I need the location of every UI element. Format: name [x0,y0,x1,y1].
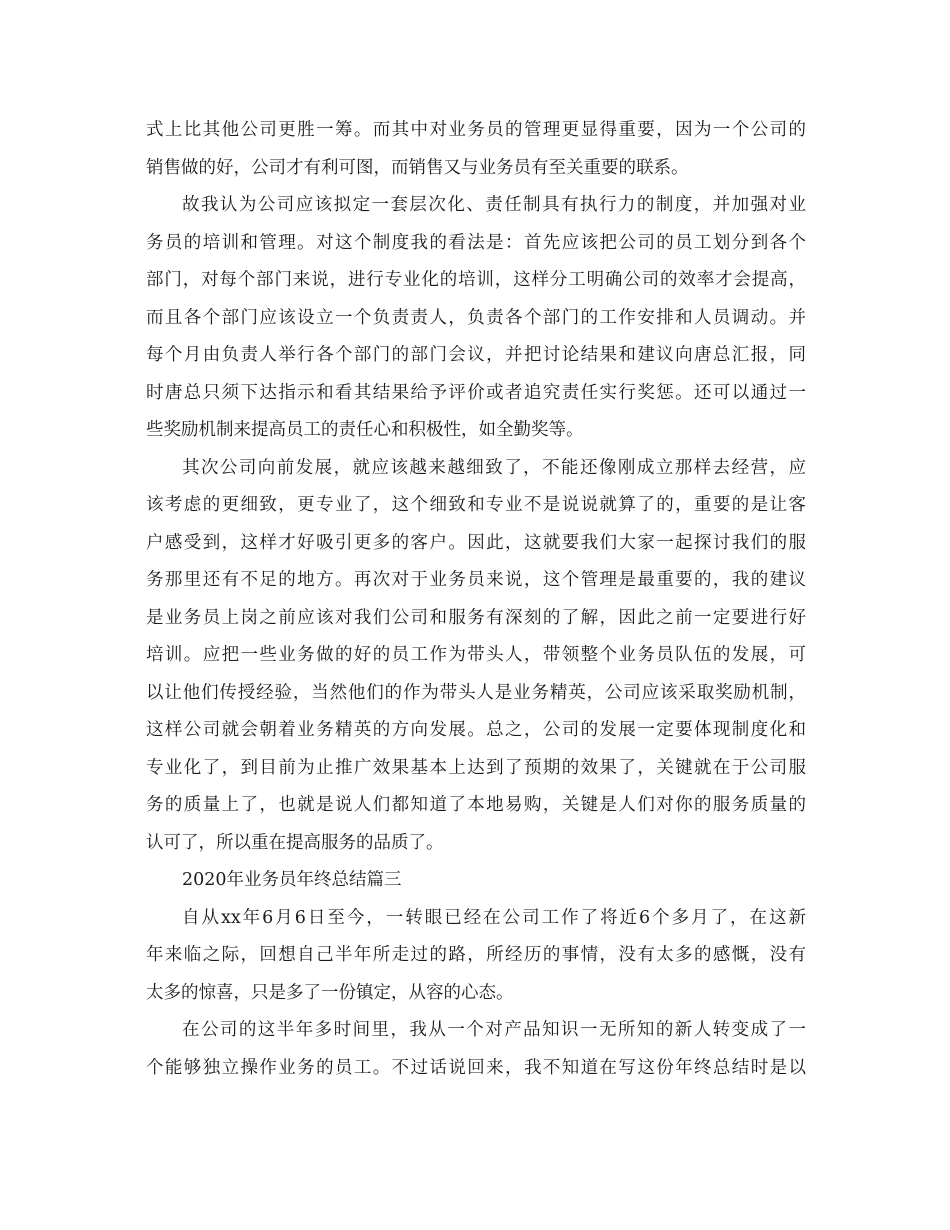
paragraph-line: 时唐总只须下达指示和看其结果给予评价或者追究责任实行奖惩。还可以通过一 [146,382,806,403]
paragraph-line: 自从xx年6月6日至今，一转眼已经在公司工作了将近6个多月了，在这新 [182,907,806,928]
paragraph-line: 培训。应把一些业务做的好的员工作为带头人，带领整个业务员队伍的发展，可 [146,645,806,665]
paragraph-line: 务员的培训和管理。对这个制度我的看法是：首先应该把公司的员工划分到各个 [146,232,806,253]
section-heading-text: 2020年业务员年终总结篇三 [182,870,402,890]
document-body [146,112,806,1087]
paragraph-line: 太多的惊喜，只是多了一份镇定，从容的心态。 [146,982,514,1003]
paragraph-line: 是业务员上岗之前应该对我们公司和服务有深刻的了解，因此之前一定要进行好 [146,607,806,628]
section-heading [146,862,806,900]
paragraph-3 [146,450,806,863]
paragraph-line: 个能够独立操作业务的员工。不过话说回来，我不知道在写这份年终总结时是以 [146,1057,806,1078]
paragraph-line: 每个月由负责人举行各个部门的部门会议，并把讨论结果和建议向唐总汇报，同 [146,345,806,365]
paragraph-1 [146,112,806,187]
paragraph-line: 些奖励机制来提高员工的责任心和积极性，如全勤奖等。 [146,420,584,440]
paragraph-line: 其次公司向前发展，就应该越来越细致了，不能还像刚成立那样去经营，应 [182,457,806,478]
paragraph-line: 户感受到，这样才好吸引更多的客户。因此，这就要我们大家一起探讨我们的服 [146,532,806,553]
paragraph-line: 而且各个部门应该设立一个负责责人，负责各个部门的工作安排和人员调动。并 [146,307,806,328]
paragraph-line: 务的质量上了，也就是说人们都知道了本地易购，关键是人们对你的服务质量的 [146,795,806,815]
paragraph-line: 销售做的好，公司才有利可图，而销售又与业务员有至关重要的联系。 [146,157,689,178]
paragraph-line: 故我认为公司应该拟定一套层次化、责任制具有执行力的制度，并加强对业 [182,195,806,215]
paragraph-4 [146,900,806,1013]
paragraph-line: 部门，对每个部门来说，进行专业化的培训，这样分工明确公司的效率才会提高， [146,270,806,290]
paragraph-line: 式上比其他公司更胜一筹。而其中对业务员的管理更显得重要，因为一个公司的 [146,120,806,140]
paragraph-line: 务那里还有不足的地方。再次对于业务员来说，这个管理是最重要的，我的建议 [146,570,806,590]
paragraph-line: 这样公司就会朝着业务精英的方向发展。总之，公司的发展一定要体现制度化和 [146,720,806,740]
paragraph-line: 在公司的这半年多时间里，我从一个对产品知识一无所知的新人转变成了一 [182,1020,806,1040]
paragraph-line: 年来临之际，回想自己半年所走过的路，所经历的事情，没有太多的感慨，没有 [146,945,806,965]
paragraph-5 [146,1012,806,1087]
paragraph-line: 以让他们传授经验，当然他们的作为带头人是业务精英，公司应该采取奖励机制， [146,682,806,703]
paragraph-line: 该考虑的更细致，更专业了，这个细致和专业不是说说就算了的，重要的是让客 [146,495,806,515]
paragraph-2 [146,187,806,450]
paragraph-line: 专业化了，到目前为止推广效果基本上达到了预期的效果了，关键就在于公司服 [146,757,806,778]
paragraph-line: 认可了，所以重在提高服务的品质了。 [146,832,444,853]
